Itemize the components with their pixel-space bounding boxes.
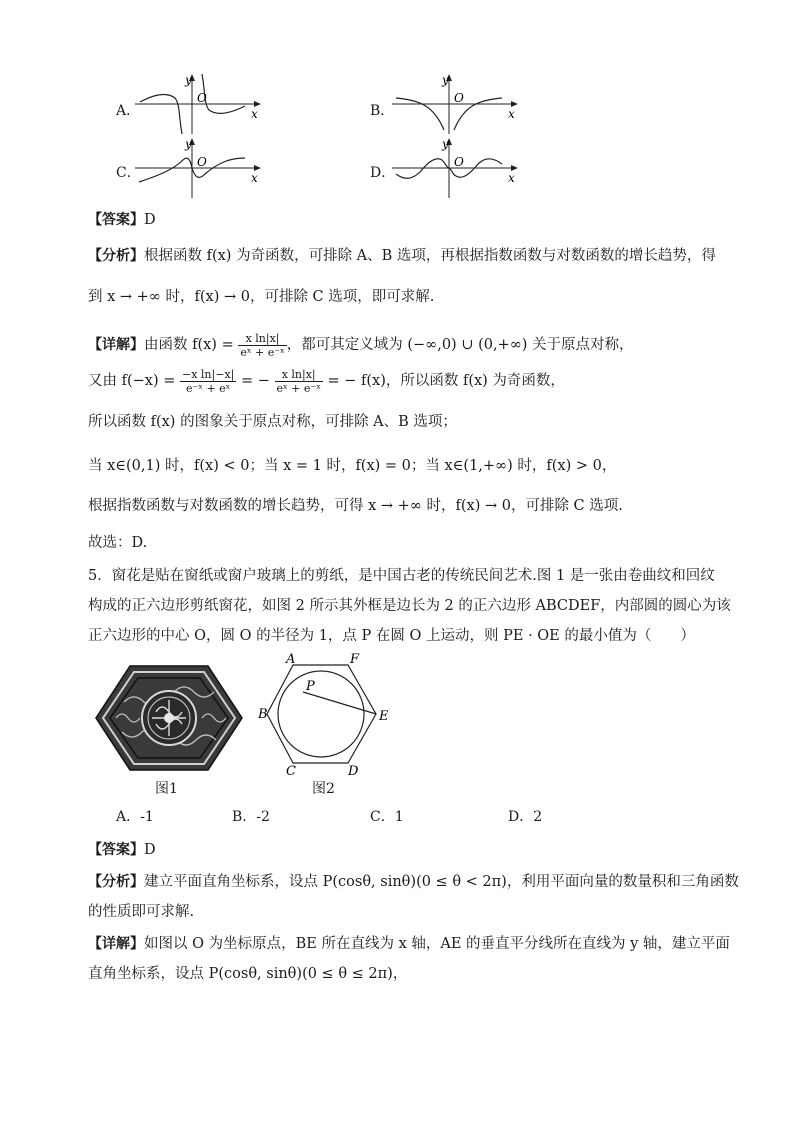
graph-d-y: y bbox=[442, 137, 449, 151]
q5-option-a[interactable]: A．-1 bbox=[116, 809, 154, 825]
q4-detail-4: 当 x∈(0,1) 时，f(x) < 0；当 x = 1 时，f(x) = 0；当 x∈(1,+∞) 时，f(x) > 0， bbox=[88, 458, 617, 474]
q4-detail-1-num: x ln|x| bbox=[238, 332, 286, 346]
q4-detail-2-num2: x ln|x| bbox=[275, 368, 323, 382]
q5-analysis-2: 的性质即可求解. bbox=[88, 904, 195, 920]
q5-option-b[interactable]: B．-2 bbox=[232, 809, 270, 825]
fig2-label-b: B bbox=[258, 707, 268, 722]
fig2-label-f: F bbox=[350, 652, 360, 667]
graph-c-y: y bbox=[185, 137, 192, 151]
figure-2-caption: 图2 bbox=[312, 781, 335, 797]
q4-detail-line-2 bbox=[88, 364, 565, 398]
q5-detail-2: 直角坐标系，设点 P(cosθ, sinθ)(0 ≤ θ ≤ 2π)， bbox=[88, 966, 408, 982]
q4-detail-1-fraction bbox=[238, 332, 286, 359]
graph-c-x: x bbox=[251, 171, 258, 185]
q4-detail-2-den2: eˣ + e⁻ˣ bbox=[276, 381, 321, 395]
graph-a-o: O bbox=[197, 91, 207, 105]
q4-choice: 故选：D. bbox=[88, 535, 148, 551]
q4-detail-2c: = − f(x)，所以函数 f(x) 为奇函数， bbox=[327, 373, 565, 389]
q4-detail-2a: 又由 f(−x) = bbox=[88, 373, 176, 389]
graph-c-label: C． bbox=[116, 165, 141, 181]
q4-detail-2-fraction-1 bbox=[180, 368, 236, 395]
q5-detail-1: 如图以 O 为坐标原点，BE 所在直线为 x 轴，AE 的垂直平分线所在直线为 y 轴，建立平面 bbox=[144, 936, 730, 952]
q4-detail-2-fraction-2 bbox=[275, 368, 323, 395]
q5-answer-line bbox=[88, 840, 156, 860]
graph-b-x: x bbox=[508, 107, 515, 121]
fig2-label-a: A bbox=[286, 652, 296, 667]
q5-answer: D bbox=[144, 842, 156, 858]
graph-d-x: x bbox=[508, 171, 515, 185]
q4-answer: D bbox=[144, 212, 156, 228]
figure-1-paper-cut bbox=[94, 662, 244, 774]
q5-analysis-tag: 【分析】 bbox=[88, 874, 144, 890]
graph-d bbox=[392, 136, 522, 200]
graph-a-label: A． bbox=[116, 103, 141, 119]
graph-a-x: x bbox=[251, 107, 258, 121]
q4-analysis-2: 到 x → +∞ 时，f(x) → 0，可排除 C 选项，即可求解. bbox=[88, 289, 435, 305]
q5-answer-tag: 【答案】 bbox=[88, 842, 144, 858]
graph-b-label: B． bbox=[370, 103, 395, 119]
q5-stem-2: 构成的正六边形剪纸窗花，如图 2 所示其外框是边长为 2 的正六边形 ABCDEF，内部圆的圆心为该 bbox=[88, 598, 731, 614]
q4-analysis-line-1 bbox=[88, 246, 716, 266]
q5-option-d[interactable]: D．2 bbox=[508, 809, 543, 825]
q5-analysis-1: 建立平面直角坐标系，设点 P(cosθ, sinθ)(0 ≤ θ < 2π)，利用平面向量的数量积和三角函数 bbox=[144, 874, 739, 890]
q4-detail-2b: = − bbox=[240, 373, 270, 389]
graph-b bbox=[392, 72, 522, 136]
q4-detail-2-num1: −x ln|−x| bbox=[182, 367, 235, 381]
graph-c-o: O bbox=[197, 155, 207, 169]
q4-answer-line bbox=[88, 210, 156, 230]
q4-detail-1-den: eˣ + e⁻ˣ bbox=[240, 345, 285, 359]
graph-a-y: y bbox=[185, 73, 192, 87]
figure-1-caption: 图1 bbox=[155, 781, 178, 797]
q4-answer-tag: 【答案】 bbox=[88, 212, 144, 228]
graph-a bbox=[135, 72, 265, 136]
q4-detail-5: 根据指数函数与对数函数的增长趋势，可得 x → +∞ 时，f(x) → 0，可排除 C 选项. bbox=[88, 498, 623, 514]
fig2-label-d: D bbox=[348, 764, 359, 776]
q4-analysis-tag: 【分析】 bbox=[88, 248, 144, 264]
graph-d-label: D． bbox=[370, 165, 396, 181]
q4-detail-2-den1: e⁻ˣ + eˣ bbox=[185, 381, 231, 395]
q4-detail-tag: 【详解】 bbox=[88, 337, 144, 353]
q5-analysis-line-1 bbox=[88, 872, 739, 892]
fig2-label-c: C bbox=[286, 764, 296, 776]
q5-detail-tag: 【详解】 bbox=[88, 936, 144, 952]
q5-detail-line-1 bbox=[88, 934, 730, 954]
fig2-label-p: P bbox=[306, 679, 315, 694]
graph-c bbox=[135, 136, 265, 200]
q4-detail-line-1 bbox=[88, 328, 634, 362]
q4-detail-1a: 由函数 f(x) = bbox=[144, 337, 234, 353]
graph-b-o: O bbox=[454, 91, 464, 105]
q4-detail-1b: ，都可其定义域为 (−∞,0) ∪ (0,+∞) 关于原点对称， bbox=[286, 337, 634, 353]
graph-d-o: O bbox=[454, 155, 464, 169]
figure-2-hexagon bbox=[258, 652, 398, 776]
q4-detail-3: 所以函数 f(x) 的图象关于原点对称，可排除 A、B 选项； bbox=[88, 414, 457, 430]
graph-b-y: y bbox=[442, 73, 449, 87]
q5-option-c[interactable]: C．1 bbox=[370, 809, 404, 825]
q5-stem-3: 正六边形的中心 O，圆 O 的半径为 1，点 P 在圆 O 上运动，则 PE · OE 的最小值为（ ） bbox=[88, 628, 695, 644]
fig2-label-e: E bbox=[379, 709, 389, 724]
q4-analysis-1: 根据函数 f(x) 为奇函数，可排除 A、B 选项，再根据指数函数与对数函数的增长趋势，得 bbox=[144, 248, 716, 264]
q5-stem-1: 5．窗花是贴在窗纸或窗户玻璃上的剪纸，是中国古老的传统民间艺术.图 1 是一张由卷曲纹和回纹 bbox=[88, 568, 715, 584]
